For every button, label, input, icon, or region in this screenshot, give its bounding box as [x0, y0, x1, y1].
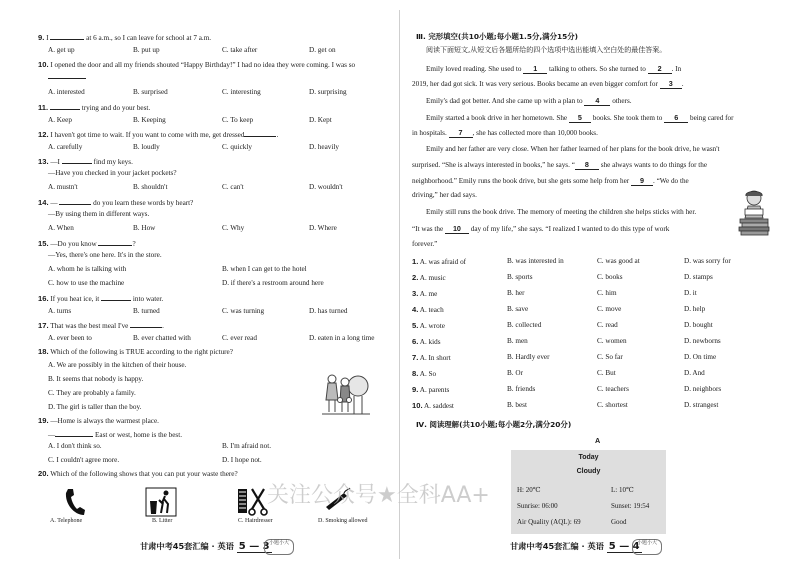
q13-response: —Have you checked in your jacket pockets? — [48, 169, 177, 177]
cloze-8-b[interactable]: B. Or — [507, 369, 523, 377]
q14-option-b[interactable]: B. How — [133, 224, 156, 232]
weather-today: Today — [578, 454, 599, 461]
telephone-icon[interactable] — [62, 487, 86, 517]
q16-option-d[interactable]: D. has turned — [309, 307, 348, 315]
cloze-2-c[interactable]: C. books — [597, 273, 623, 281]
q14-option-d[interactable]: D. Where — [309, 224, 337, 232]
cloze-9-c[interactable]: C. teachers — [597, 385, 629, 393]
left-footer-badge: 小题小大 — [264, 539, 294, 555]
section-4-title: Ⅳ. 阅读理解(共10小题;每小题2分,满分20分) — [416, 420, 572, 429]
cloze-8-d[interactable]: D. And — [684, 369, 705, 377]
cloze-5-b[interactable]: B. collected — [507, 321, 542, 329]
q17-option-a[interactable]: A. ever been to — [48, 334, 92, 342]
cloze-10-c[interactable]: C. shortest — [597, 401, 628, 409]
q19-option-b[interactable]: B. I'm afraid not. — [222, 442, 271, 450]
cloze-7-d[interactable]: D. On time — [684, 353, 717, 361]
q18-option-d[interactable]: D. The girl is taller than the boy. — [48, 403, 142, 411]
q12-option-a[interactable]: A. carefully — [48, 143, 83, 151]
cloze-5-d[interactable]: D. bought — [684, 321, 713, 329]
cloze-7-c[interactable]: C. So far — [597, 353, 623, 361]
q10-option-b[interactable]: B. surprised — [133, 88, 168, 96]
q14-option-c[interactable]: C. Why — [222, 224, 245, 232]
q12-option-b[interactable]: B. loudly — [133, 143, 160, 151]
cloze-7-b[interactable]: B. Hardly ever — [507, 353, 550, 361]
question-14: 14. — do you learn these words by heart? — [38, 198, 194, 207]
cloze-5-c[interactable]: C. read — [597, 321, 618, 329]
question-13: 13. —I find my keys. — [38, 157, 133, 166]
question-9: 9. I at 6 a.m., so I can leave for school at 7 a.m. — [38, 33, 212, 42]
q20-option-d[interactable]: D. Smoking allowed — [318, 518, 368, 524]
q9-option-d[interactable]: D. get on — [309, 46, 336, 54]
q19-option-d[interactable]: D. I hope not. — [222, 456, 262, 464]
right-footer: 甘肃中考45套汇编 · 英语 5 — 4 — [510, 541, 640, 552]
q9-option-a[interactable]: A. get up — [48, 46, 75, 54]
section-3-title: Ⅲ. 完形填空(共10小题;每小题1.5分,满分15分) — [416, 32, 579, 41]
q17-option-d[interactable]: D. eaten in a long time — [309, 334, 375, 342]
cloze-10-d[interactable]: D. strangest — [684, 401, 719, 409]
question-17: 17. That was the best meal I've . — [38, 321, 164, 330]
cloze-3-d[interactable]: D. it — [684, 289, 697, 297]
weather-sunrise: Sunrise: 06:00 — [517, 502, 558, 510]
q11-option-d[interactable]: D. Kept — [309, 116, 332, 124]
cloze-3-b[interactable]: B. her — [507, 289, 525, 297]
cloze-7: 7. A. In short — [412, 353, 451, 362]
cloze-9-d[interactable]: D. neighbors — [684, 385, 722, 393]
q16-option-c[interactable]: C. was turning — [222, 307, 265, 315]
weather-card — [511, 450, 666, 534]
cloze-2-b[interactable]: B. sports — [507, 273, 533, 281]
cloze-4-c[interactable]: C. move — [597, 305, 622, 313]
weather-condition: Cloudy — [576, 468, 601, 475]
watermark: 关注公众号★全科AA+ — [267, 483, 490, 508]
q17-option-b[interactable]: B. ever chatted with — [133, 334, 191, 342]
q13-option-a[interactable]: A. mustn't — [48, 183, 78, 191]
q10-option-a[interactable]: A. interested — [48, 88, 85, 96]
litter-icon[interactable] — [145, 487, 177, 517]
q13-option-c[interactable]: C. can't — [222, 183, 244, 191]
passage-line-12: forever.” — [412, 240, 438, 248]
q10-blank — [48, 71, 86, 82]
passage-line-2: 2019, her dad got sick. It was very serious. Books became an even bigger comfort for 3 . — [412, 79, 684, 88]
q20-option-c[interactable]: C. Hairdresser — [238, 518, 273, 524]
q10-option-d[interactable]: D. surprising — [309, 88, 347, 96]
cloze-1: 1. A. was afraid of — [412, 257, 467, 266]
left-footer: 甘肃中考45套汇编 · 英语 5 — 3 — [140, 541, 270, 552]
q19-option-c[interactable]: C. I couldn't agree more. — [48, 456, 120, 464]
question-16: 16. If you heat ice, it into water. — [38, 294, 164, 303]
question-11: 11. trying and do your best. — [38, 103, 151, 112]
passage-line-5: in hospitals. 7 , she has collected more than 10,000 books. — [412, 128, 598, 137]
question-10: 10. I opened the door and all my friends shouted “Happy Birthday!” I had no idea they were coming. I was so — [38, 60, 356, 69]
q19-response: — East or west, home is the best. — [48, 431, 183, 439]
cloze-1-d[interactable]: D. was sorry for — [684, 257, 731, 265]
family-picture — [318, 370, 374, 418]
q11-option-c[interactable]: C. To keep — [222, 116, 254, 124]
section-3-instruction: 阅读下面短文,从短文后各题所给的四个选项中选出能填入空白处的最佳答案。 — [426, 46, 667, 54]
q20-option-a[interactable]: A. Telephone — [50, 518, 83, 524]
cloze-4: 4. A. teach — [412, 305, 444, 314]
q13-option-b[interactable]: B. shouldn't — [133, 183, 168, 191]
q15-option-c[interactable]: C. how to use the machine — [48, 279, 125, 287]
q15-option-a[interactable]: A. whom he is talking with — [48, 265, 127, 273]
weather-high: H: 20℃ — [517, 486, 541, 494]
cloze-6-b[interactable]: B. men — [507, 337, 528, 345]
passage-line-8: neighborhood.” Emily runs the book drive, but she gets some help from her 9 . “We do the — [412, 176, 689, 185]
cloze-5: 5. A. wrote — [412, 321, 445, 330]
question-15: 15. —Do you know ? — [38, 239, 136, 248]
passage-a-label: A — [595, 436, 601, 445]
q12-option-d[interactable]: D. heavily — [309, 143, 339, 151]
q18-option-b[interactable]: B. It seems that nobody is happy. — [48, 375, 144, 383]
q11-option-a[interactable]: A. Keep — [48, 116, 72, 124]
cloze-6-d[interactable]: D. newborns — [684, 337, 721, 345]
weather-air-quality: Air Quality (AQL): 69 — [517, 518, 581, 526]
q17-option-c[interactable]: C. ever read — [222, 334, 257, 342]
weather-air-quality-label: Good — [611, 518, 627, 526]
q20-option-b[interactable]: B. Litter — [152, 518, 173, 524]
passage-line-7: surprised. “She is always interested in books,” he says. “ 8 she always wants to do things for the — [412, 160, 708, 169]
question-18: 18. Which of the following is TRUE according to the right picture? — [38, 347, 233, 356]
cloze-4-b[interactable]: B. save — [507, 305, 529, 313]
question-12: 12. I haven't got time to wait. If you want to come with me, get dressed . — [38, 130, 279, 139]
q19-option-a[interactable]: A. I don't think so. — [48, 442, 102, 450]
passage-line-11: “It was the 10 day of my life,” she says. “I realized I wanted to do this type of work — [412, 224, 670, 233]
q16-option-b[interactable]: B. turned — [133, 307, 160, 315]
right-footer-badge: 小题小大 — [632, 539, 662, 555]
q15-option-d[interactable]: D. if there's a restroom around here — [222, 279, 324, 287]
weather-low: L: 10℃ — [611, 486, 634, 494]
q15-response: —Yes, there's one here. It's in the store. — [48, 251, 162, 259]
q14-response: —By using them in different ways. — [48, 210, 150, 218]
cloze-4-d[interactable]: D. help — [684, 305, 706, 313]
q15-option-b[interactable]: B. when I can get to the hotel — [222, 265, 307, 273]
passage-line-10: Emily still runs the book drive. The memory of meeting the children she helps sticks with her. — [426, 208, 697, 216]
passage-line-1: Emily loved reading. She used to 1 talking to others. So she turned to 2 . In — [426, 64, 682, 73]
question-20: 20. Which of the following shows that you can put your waste there? — [38, 469, 238, 478]
cloze-2-d[interactable]: D. stamps — [684, 273, 713, 281]
q14-option-a[interactable]: A. When — [48, 224, 74, 232]
cloze-6-c[interactable]: C. women — [597, 337, 627, 345]
girl-reading-picture — [736, 188, 772, 236]
passage-line-3: Emily's dad got better. And she came up with a plan to 4 others. — [426, 96, 632, 105]
passage-line-6: Emily and her father are very close. When her father learned of her plans for the book drive, he wasn't — [426, 145, 720, 153]
cloze-2: 2. A. music — [412, 273, 446, 282]
q18-option-a[interactable]: A. We are possibly in the kitchen of their house. — [48, 361, 187, 369]
cloze-3-c[interactable]: C. him — [597, 289, 617, 297]
weather-sunset: Sunset: 19:54 — [611, 502, 650, 510]
cloze-10: 10. A. saddest — [412, 401, 454, 410]
cloze-3: 3. A. me — [412, 289, 438, 298]
cloze-10-b[interactable]: B. best — [507, 401, 527, 409]
cloze-9: 9. A. parents — [412, 385, 450, 394]
q18-option-c[interactable]: C. They are probably a family. — [48, 389, 136, 397]
cloze-1-c[interactable]: C. was good at — [597, 257, 640, 265]
question-19: 19. —Home is always the warmest place. — [38, 416, 159, 425]
cloze-6: 6. A. kids — [412, 337, 441, 346]
q9-option-c[interactable]: C. take after — [222, 46, 258, 54]
passage-line-4: Emily started a book drive in her hometown. She 5 books. She took them to 6 being cared for — [426, 113, 734, 122]
cloze-1-b[interactable]: B. was interested in — [507, 257, 564, 265]
q11-option-b[interactable]: B. Keeping — [133, 116, 166, 124]
q12-option-c[interactable]: C. quickly — [222, 143, 252, 151]
q13-option-d[interactable]: D. wouldn't — [309, 183, 343, 191]
hairdresser-icon[interactable] — [236, 487, 268, 517]
q10-option-c[interactable]: C. interesting — [222, 88, 261, 96]
passage-line-9: driving,” her dad says. — [412, 191, 477, 199]
q16-option-a[interactable]: A. turns — [48, 307, 72, 315]
cloze-8-c[interactable]: C. But — [597, 369, 616, 377]
cloze-9-b[interactable]: B. friends — [507, 385, 536, 393]
cloze-8: 8. A. So — [412, 369, 437, 378]
q9-option-b[interactable]: B. put up — [133, 46, 160, 54]
